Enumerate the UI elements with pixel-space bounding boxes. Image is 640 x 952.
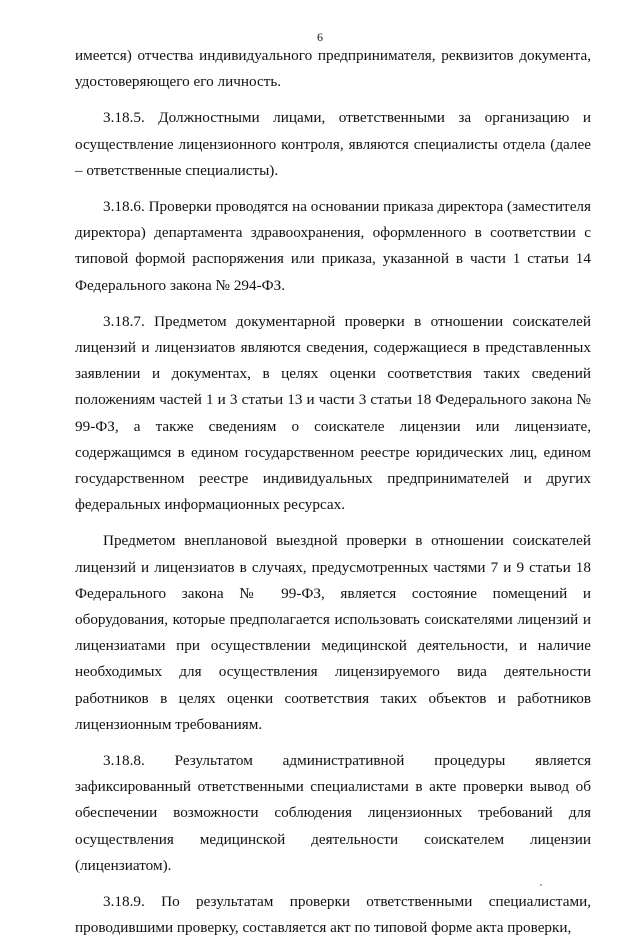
- paragraph-3-18-9: 3.18.9. По результатам проверки ответственными специалистами, проводившими проверку, составляется акт по типовой форме акта проверки,: [75, 893, 591, 937]
- paragraph-3-18-7: 3.18.7. Предметом документарной проверки в отношении соискателей лицензий и лицензиатов являются сведения, содержащиеся в представленных заявлении и документах, в целях оценки соответствия таких сведений положениям частей 1 и 3 статьи 13 и части 3 статьи 18 Федерального закона № 99-ФЗ, а также сведениям о соискателе лицензии или лицензиате, содержащимся в едином государственном реестре юридических лиц, едином государственном реестре индивидуальных предпринимателей и других федеральных информационных ресурсах.: [75, 312, 591, 514]
- document-body: [75, 43, 591, 952]
- page-number: 6: [317, 30, 323, 44]
- paragraph-unscheduled-inspection: Предметом внеплановой выездной проверки в отношении соискателей лицензий и лицензиатов в случаях, предусмотренных частями 7 и 9 статьи 18 Федерального закона № 99-ФЗ, является состояние помещений и оборудования, которые предполагается использовать соискателями лицензий и лицензиатами при осуществлении медицинской деятельности, и наличие необходимых для осуществления лицензируемого вида деятельности работников в целях оценки соответствия таких объектов и работников лицензионным требованиям.: [75, 532, 591, 733]
- paragraph-3-18-5: 3.18.5. Должностными лицами, ответственными за организацию и осуществление лицензионного контроля, являются специалисты отдела (далее – ответственные специалисты).: [75, 109, 591, 179]
- paragraph-continuation: имеется) отчества индивидуального предпринимателя, реквизитов документа, удостоверяющего его личность.: [75, 47, 591, 91]
- paragraph-3-18-8: 3.18.8. Результатом административной процедуры является зафиксированный ответственными специалистами в акте проверки вывод об обеспечении возможности соблюдения лицензионных требований для осуществления медицинской деятельности соискателем лицензии (лицензиатом).: [75, 752, 591, 874]
- paragraph-3-18-6: 3.18.6. Проверки проводятся на основании приказа директора (заместителя директора) департамента здравоохранения, оформленного в соответствии с типовой формой распоряжения или приказа, указанной в части 1 статьи 14 Федерального закона № 294-ФЗ.: [75, 198, 591, 294]
- scan-speck: [540, 884, 542, 886]
